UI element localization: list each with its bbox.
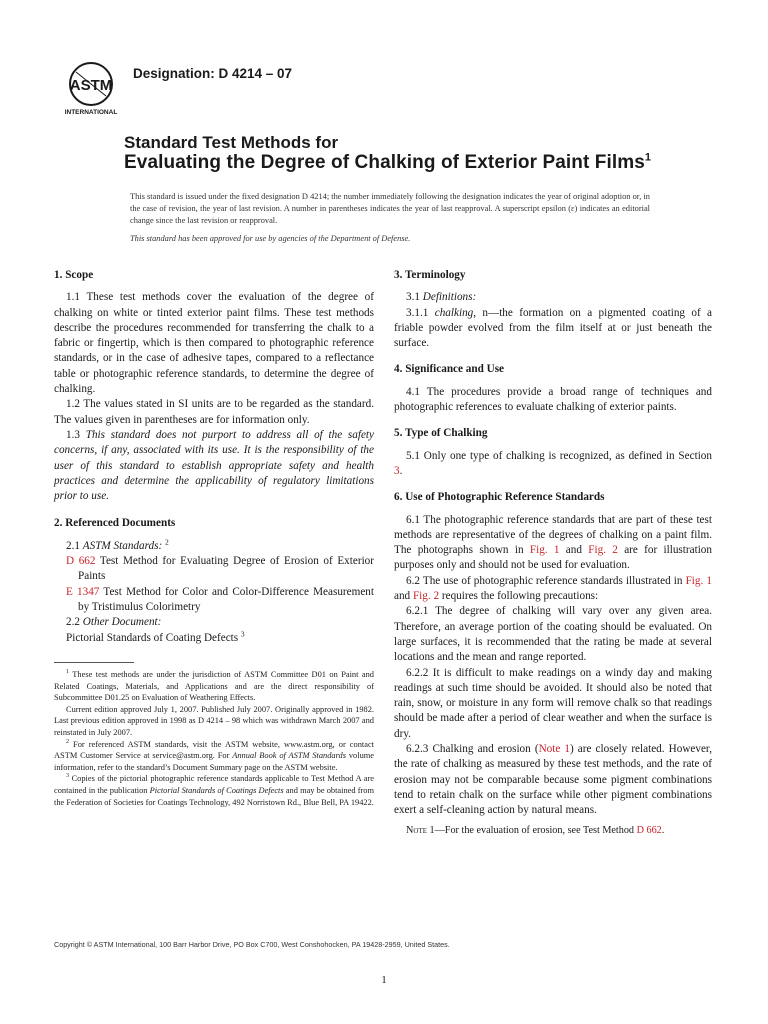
- paragraph-1-1: 1.1 These test methods cover the evaluation of the degree of chalking on white or tinted exterior paint films. These test methods describe the procedures recommended for transferring the chalk to a fabric or fingertip, which is then compared to photographic reference standards, or in the case of adhesive tapes, compared to a reflectance table or photographic reference standards, to determine the degree of chalking.: [54, 291, 374, 396]
- footnotes: [54, 669, 374, 808]
- paragraph-3-1: 3.1 Definitions:: [406, 291, 477, 304]
- section-heading-significance: 4. Significance and Use: [394, 363, 505, 376]
- right-column: [394, 268, 712, 838]
- footnote-rule: [54, 662, 134, 663]
- footnote-2: $^2$ For referenced ASTM standards, visit the ASTM website, www.astm.org, or contact ASTM Customer Service at service@astm.org. For Annual Book of ASTM Standards volume information, refer to the standard’s Document Summary page on the ASTM website.: [54, 738, 374, 772]
- copyright: Copyright © ASTM International, 100 Barr Harbor Drive, PO Box C700, West Conshohocken, PA 19428-2959, United States.: [54, 940, 450, 949]
- section-heading-referenced: 2. Referenced Documents: [54, 517, 176, 530]
- page-number: 1: [381, 974, 387, 986]
- issuance-notice: This standard is issued under the fixed designation D 4214; the number immediately following the designation indicates the year of original adoption or, in the case of revision, the year of last revision. A number in parentheses indicates the year of last reapproval. A superscript epsilon (ε) indicates an editorial change since the last revision or reapproval.: [130, 192, 650, 226]
- paragraph-2-2: 2.2 Other Document:: [66, 616, 162, 629]
- link-fig-2[interactable]: Fig. 2: [588, 544, 618, 557]
- paragraph-1-3: 1.3 This standard does not purport to address all of the safety concerns, if any, associated with its use. It is the responsibility of the user of this standard to establish appropriate safety and health practices and determine the applicability of regulatory limitations prior to use.: [54, 428, 375, 503]
- paragraph-6-2: 6.2 The use of photographic reference standards illustrated in Fig. 1 and Fig. 2 requires the following precautions:: [394, 574, 712, 603]
- link-note-1[interactable]: Note 1: [538, 743, 570, 756]
- paragraph-6-2-3: 6.2.3 Chalking and erosion (Note 1) are closely related. However, the rate of chalking as measured by these test methods, and the rate of erosion may not be comparable because some pigment combinations tend to retain chalk on the surface while other pigment combinations exert a self-cleaning action by natural means.: [394, 743, 712, 817]
- reference-e1347: E 1347 Test Method for Color and Color-Difference Measurement by Tristimulus Colorimetry: [66, 585, 374, 613]
- left-column: [54, 268, 374, 646]
- link-fig-1[interactable]: Fig. 1: [529, 544, 560, 557]
- paragraph-3-1-1: 3.1.1 chalking, n—the formation on a pigmented coating of a friable powder evolved from the film itself at or just beneath the surface.: [394, 306, 713, 350]
- paragraph-1-2: 1.2 The values stated in SI units are to be regarded as the standard. The values given in parentheses are for information only.: [54, 398, 374, 426]
- paragraph-4-1: 4.1 The procedures provide a broad range of techniques and photographic references to evaluate chalking of exterior paints.: [394, 385, 712, 414]
- section-heading-terminology: 3. Terminology: [394, 269, 466, 281]
- paragraph-6-1: 6.1 The photographic reference standards that are part of these test methods are representative of the degrees of chalking on a paint film. The photographs shown in Fig. 1 and Fig. 2 are for illustration purposes only and should not be used for evaluation.: [394, 513, 712, 572]
- designation: Designation: D 4214 – 07: [133, 66, 293, 81]
- other-document: Pictorial Standards of Coating Defects $^3$: [66, 628, 245, 644]
- title-line1: Standard Test Methods for: [124, 133, 339, 152]
- section-heading-photographic: 6. Use of Photographic Reference Standards: [394, 491, 605, 504]
- link-e1347[interactable]: E 1347: [66, 585, 100, 598]
- paragraph-2-1: 2.1 ASTM Standards: $^2$: [66, 537, 169, 552]
- link-fig-1[interactable]: Fig. 1: [685, 574, 712, 587]
- link-section-3[interactable]: 3: [394, 464, 400, 477]
- document-title: Evaluating the Degree of Chalking of Exterior Paint Films$^1$: [124, 151, 652, 173]
- link-d662-note[interactable]: D 662: [636, 824, 662, 836]
- paragraph-5-1: 5.1 Only one type of chalking is recognized, as defined in Section 3.: [394, 449, 712, 477]
- svg-text:INTERNATIONAL: INTERNATIONAL: [64, 109, 118, 116]
- footnote-1: $^1$ These test methods are under the jurisdiction of ASTM Committee D01 on Paint and Related Coatings, Materials, and Applications and are the direct responsibility of Subcommittee D01.25 on Evaluation of Weathering Effects.: [54, 669, 374, 703]
- astm-logo: [62, 60, 120, 118]
- section-heading-type: 5. Type of Chalking: [394, 427, 488, 440]
- link-fig-2[interactable]: Fig. 2: [412, 590, 440, 603]
- svg-text:ASTM: ASTM: [69, 77, 113, 94]
- footnote-3: $^3$ Copies of the pictorial photographic reference standards applicable to Test Method A are contained in the publication Pictorial Standards of Coatings Defects and may be obtained from the Federation of Societies for Coatings Technology, 492 Norristown Rd., Blue Bell, PA 19422.: [54, 773, 375, 807]
- note-1: Note 1—For the evaluation of erosion, see Test Method D 662.: [406, 824, 665, 836]
- reference-d662: D 662 Test Method for Evaluating Degree of Erosion of Exterior Paints: [66, 555, 374, 583]
- paragraph-6-2-2: 6.2.2 It is difficult to make readings on a windy day and making readings at such time should be avoided. It should also be noted that rain, snow, or moisture in any form will remove chalk so that readings should be made after a period of clear weather and when the surface is dry.: [394, 666, 712, 740]
- paragraph-6-2-1: 6.2.1 The degree of chalking will vary over any given area. Therefore, an average portion of the coating should be evaluated. On large surfaces, it is recommended that the rating be made at several locations and the mean and range reported.: [394, 605, 712, 664]
- link-d662[interactable]: D 662: [66, 555, 96, 568]
- section-heading-scope: 1. Scope: [54, 269, 94, 281]
- footnote-1b: Current edition approved July 1, 2007. Published July 2007. Originally approved in 1982. Last previous edition approved in 1998 as D 4214 – 98 which was withdrawn March 2007 and reinstated in July 2007.: [54, 704, 374, 737]
- dod-approval-note: This standard has been approved for use by agencies of the Department of Defense.: [130, 234, 411, 243]
